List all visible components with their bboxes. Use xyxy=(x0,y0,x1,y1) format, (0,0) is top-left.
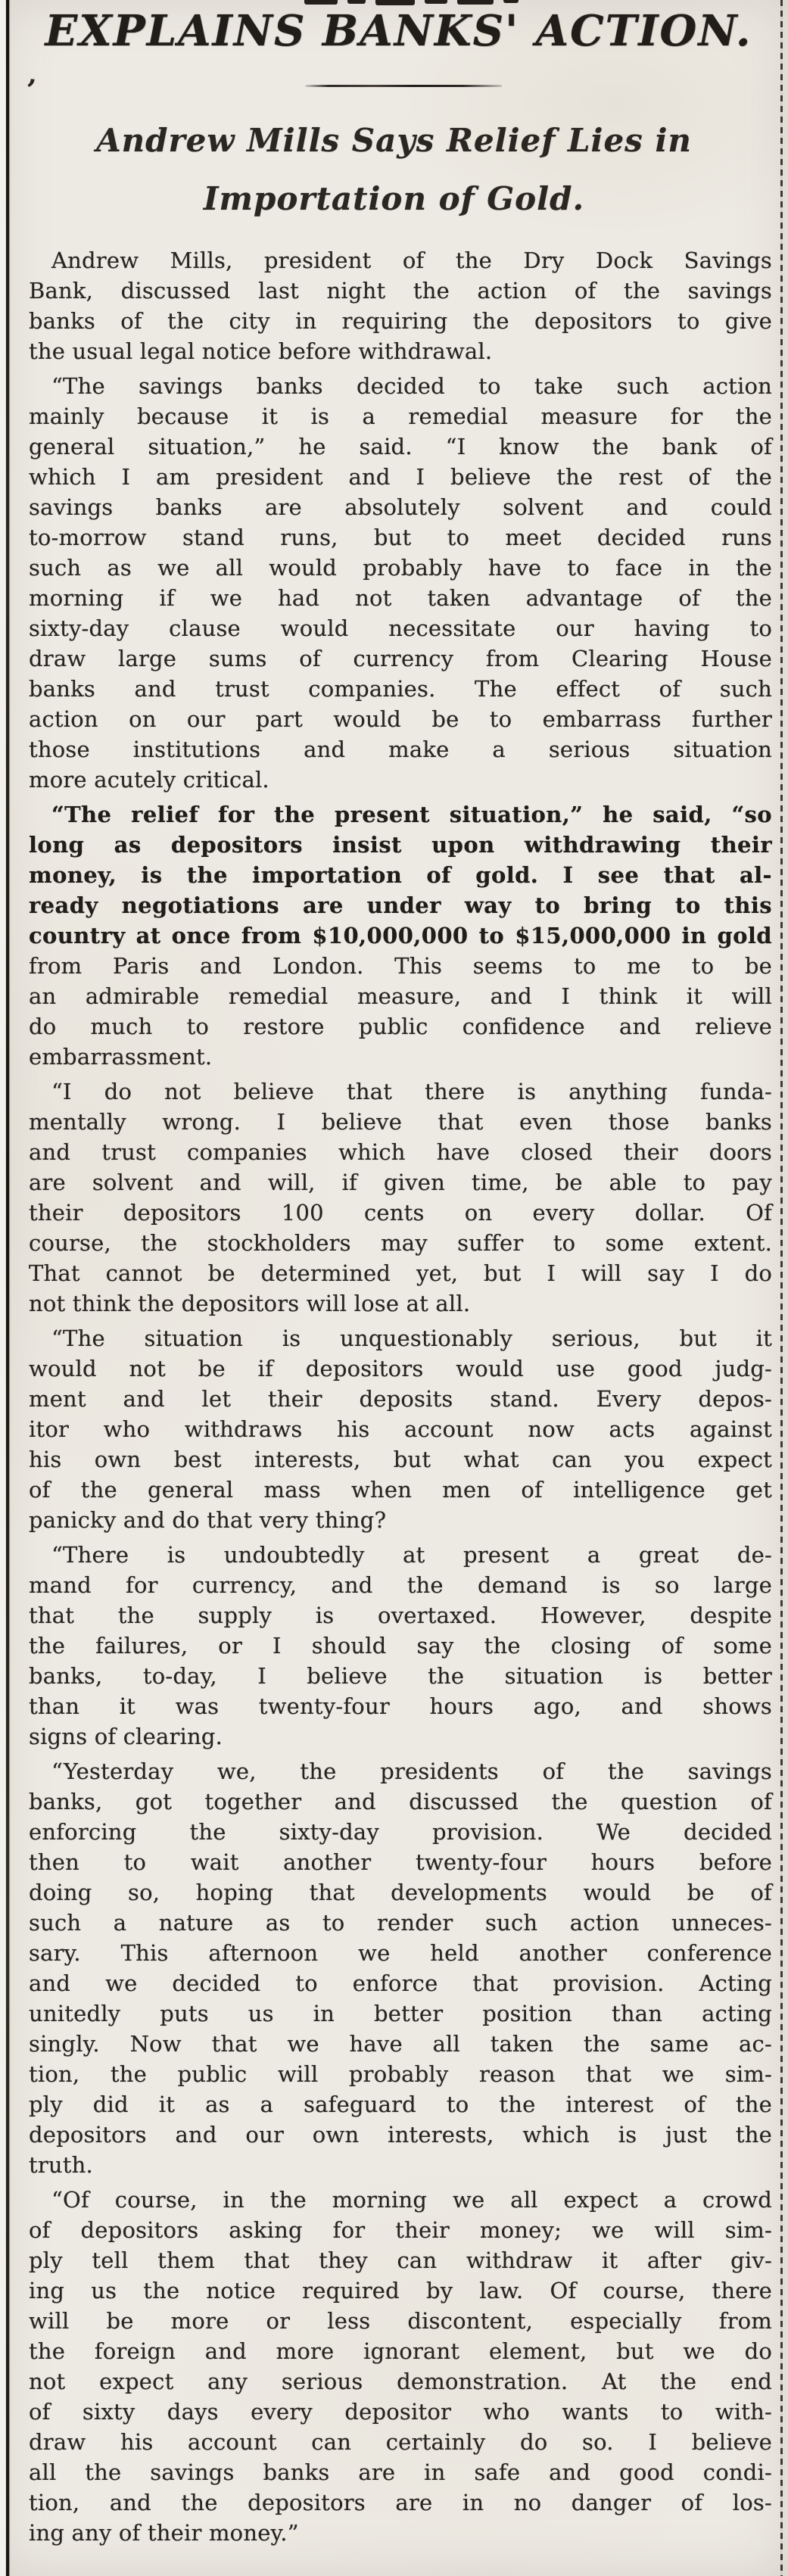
article-line: mainly because it is a remedial measure for the xyxy=(29,403,772,429)
article-line: ing us the notice required by law. Of course, there xyxy=(29,2278,772,2303)
article-line: banks, got together and discussed the question of xyxy=(29,1789,772,1814)
article-line: panicky and do that very thing? xyxy=(29,1507,387,1533)
article-line: general situation,” he said. “I know the bank of xyxy=(29,434,772,459)
article-line: do much to restore public confidence and relieve xyxy=(29,1014,772,1039)
subheadline-line-1: Andrew Mills Says Relief Lies in xyxy=(96,122,692,159)
article-line: draw large sums of currency from Clearing House xyxy=(29,646,772,671)
article-line: his own best interests, but what can you expect xyxy=(29,1447,772,1472)
article-line: that the supply is overtaxed. However, despite xyxy=(29,1603,772,1628)
article-line: banks, to-day, I believe the situation is better xyxy=(29,1663,772,1689)
paragraph xyxy=(29,1756,772,2180)
article-line: of the general mass when men of intelligence get xyxy=(29,1477,772,1503)
paragraph xyxy=(29,2185,772,2548)
article-line: tion, and the depositors are in no danger of los- xyxy=(29,2490,772,2515)
article-line: singly. Now that we have all taken the same ac- xyxy=(29,2031,772,2057)
article-line: ply tell them that they can withdraw it after giv- xyxy=(29,2247,772,2273)
article-line: country at once from $10,000,000 to $15,000,000 in gold xyxy=(29,923,772,948)
headline-divider xyxy=(305,85,502,87)
article-line: such a nature as to render such action unneces- xyxy=(29,1910,772,1936)
article-line: those institutions and make a serious situation xyxy=(29,737,772,762)
article-line: “Yesterday we, the presidents of the savings xyxy=(51,1758,772,1784)
article-line: itor who withdraws his account now acts against xyxy=(29,1416,772,1442)
article-line: Bank, discussed last night the action of the savings xyxy=(29,278,772,304)
article-line: doing so, hoping that developments would be of xyxy=(29,1880,772,1905)
article-line: morning if we had not taken advantage of the xyxy=(29,585,772,611)
article-line: which I am president and I believe the rest of the xyxy=(29,464,772,490)
article-line: sixty-day clause would necessitate our having to xyxy=(29,615,772,641)
subheadline xyxy=(0,111,788,228)
article-line: embarrassment. xyxy=(29,1044,213,1070)
article-line: truth. xyxy=(29,2152,93,2178)
article-line: sary. This afternoon we held another conference xyxy=(29,1940,772,1966)
article-line: action on our part would be to embarrass further xyxy=(29,706,772,732)
scan-edge xyxy=(0,0,5,2576)
paragraph xyxy=(29,799,772,1072)
article-line: “I do not believe that there is anything funda- xyxy=(51,1079,772,1104)
article-line: an admirable remedial measure, and I think it will xyxy=(29,983,772,1009)
article-line: enforcing the sixty-day provision. We decided xyxy=(29,1819,772,1845)
article-line: are solvent and will, if given time, be able to pay xyxy=(29,1170,772,1195)
article-line: “There is undoubtedly at present a great de- xyxy=(51,1542,772,1568)
article-line: all the savings banks are in safe and good condi- xyxy=(29,2459,772,2485)
article-line: “The relief for the present situation,” he said, “so xyxy=(51,802,772,827)
article-line: money, is the importation of gold. I see that al- xyxy=(29,862,772,888)
article-line: from Paris and London. This seems to me to be xyxy=(29,953,772,979)
article-line: than it was twenty-four hours ago, and shows xyxy=(29,1693,772,1719)
article-line: and we decided to enforce that provision. Acting xyxy=(29,1970,772,1996)
subheadline-line-2: Importation of Gold. xyxy=(203,180,585,217)
article-line: depositors and our own interests, which is just the xyxy=(29,2122,772,2148)
article xyxy=(29,245,772,2553)
paragraph xyxy=(29,1540,772,1752)
article-line: would not be if depositors would use good judg- xyxy=(29,1356,772,1381)
article-line: signs of clearing. xyxy=(29,1724,223,1749)
column-rule-right xyxy=(780,0,783,2576)
article-line: ply did it as a safeguard to the interest of the xyxy=(29,2092,772,2117)
article-line: mentally wrong. I believe that even those banks xyxy=(29,1109,772,1135)
ink-mark: ’ xyxy=(23,72,38,107)
article-line: “The savings banks decided to take such action xyxy=(51,373,772,399)
cropped-headline-fragment xyxy=(304,0,519,5)
article-line: the failures, or I should say the closing of some xyxy=(29,1633,772,1659)
article-line: such as we all would probably have to face in the xyxy=(29,555,772,581)
article-line: “The situation is unquestionably serious, but it xyxy=(51,1325,772,1351)
article-line: their depositors 100 cents on every dollar. Of xyxy=(29,1200,772,1226)
article-line: not expect any serious demonstration. At the end xyxy=(29,2369,772,2394)
article-line: then to wait another twenty-four hours before xyxy=(29,1849,772,1875)
article-line: ing any of their money.” xyxy=(29,2520,299,2546)
article-line: banks of the city in requiring the depositors to give xyxy=(29,308,772,334)
article-line: banks and trust companies. The effect of such xyxy=(29,676,772,702)
article-line: unitedly puts us in better position than acting xyxy=(29,2001,772,2026)
article-line: will be more or less discontent, especially from xyxy=(29,2308,772,2334)
paragraph xyxy=(29,245,772,366)
article-line: “Of course, in the morning we all expect a crowd xyxy=(51,2187,772,2213)
article-line: ment and let their deposits stand. Every depos- xyxy=(29,1386,772,1412)
headline: EXPLAINS BANKS' ACTION. xyxy=(45,6,752,56)
paragraph xyxy=(29,1076,772,1319)
paragraph xyxy=(29,371,772,795)
article-line: long as depositors insist upon withdrawing their xyxy=(29,832,772,858)
article-line: That cannot be determined yet, but I will say I do xyxy=(29,1260,772,1286)
article-line: to-morrow stand runs, but to meet decided runs xyxy=(29,525,772,550)
article-line: course, the stockholders may suffer to some extent. xyxy=(29,1230,772,1256)
article-line: Andrew Mills, president of the Dry Dock Savings xyxy=(51,248,772,273)
article-line: and trust companies which have closed their doors xyxy=(29,1139,772,1165)
article-line: the usual legal notice before withdrawal. xyxy=(29,338,493,364)
article-line: tion, the public will probably reason that we sim- xyxy=(29,2061,772,2087)
article-line: savings banks are absolutely solvent and could xyxy=(29,494,772,520)
column-rule-left xyxy=(6,0,9,2576)
article-line: the foreign and more ignorant element, but we do xyxy=(29,2338,772,2364)
article-line: of depositors asking for their money; we will sim- xyxy=(29,2217,772,2243)
article-line: more acutely critical. xyxy=(29,767,269,793)
article-line: draw his account can certainly do so. I believe xyxy=(29,2429,772,2455)
paragraph xyxy=(29,1323,772,1535)
article-line: mand for currency, and the demand is so large xyxy=(29,1572,772,1598)
article-line: of sixty days every depositor who wants to with- xyxy=(29,2399,772,2425)
article-line: ready negotiations are under way to bring to this xyxy=(29,892,772,918)
article-line: not think the depositors will lose at all. xyxy=(29,1291,471,1316)
